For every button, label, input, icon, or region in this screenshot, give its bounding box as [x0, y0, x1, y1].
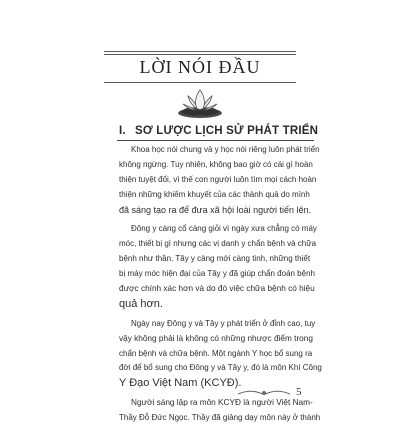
section-heading [119, 125, 318, 137]
lotus-ornament-icon [170, 86, 230, 120]
text-line: Ngày nay Đông y và Tây y phát triển ở đỉnh cao, tuy [131, 318, 316, 328]
text-line: vậy không phải là không có những nhược điểm trong [119, 333, 313, 343]
title-top-rule-2 [104, 54, 296, 55]
text-line: quả hơn. [119, 297, 163, 310]
section-title: SƠ LƯỢC LỊCH SỬ PHÁT TRIỂN [135, 125, 319, 137]
text-line: bệnh như thần. Tây y càng mới càng tinh, những thiết [119, 254, 311, 264]
text-line: không ngừng. Tuy nhiên, không bao giờ có cái gì hoàn [119, 159, 313, 169]
text-line: Thầy Đỗ Đức Ngọc. Thầy đã giảng dạy môn này ở thành [119, 413, 321, 423]
text-line: bị máy móc hiện đại của Tây y đã giúp chẩn đoán bệnh [119, 269, 315, 279]
footer-ornament-icon [236, 388, 292, 398]
title-bottom-rule [104, 82, 296, 83]
text-line: Đông y càng cổ càng giỏi vì ngày xưa chẳng có máy [131, 224, 317, 234]
text-line: được chính xác hơn và do đó việc chữa bệnh có hiệu [119, 284, 315, 294]
text-line: chẩn bệnh và chữa bệnh. Một ngành Y học bổ sung ra [119, 348, 313, 358]
text-line: móc, thiết bị gì nhưng các vị danh y chẩn bệnh và chữa [119, 239, 317, 249]
text-line: Khoa học nói chung và y học nói riêng luôn phát triển [131, 145, 320, 154]
section-number: I. [119, 125, 126, 137]
text-line: Người sáng lập ra môn KCYĐ là người Việt Nam- [131, 398, 313, 408]
section-heading-rule [117, 140, 314, 141]
body-text [119, 143, 322, 426]
text-line: đã sáng tạo ra để đưa xã hội loài người tiến lên. [119, 204, 312, 215]
text-line: thiện những khiếm khuyết của các thành quả do mình [119, 189, 310, 199]
page-number: 5 [296, 386, 302, 398]
title-top-rule [104, 51, 296, 52]
text-line: thiện tuyệt đối, vì thế con người luôn tìm mọi cách hoàn [119, 174, 317, 184]
text-line: Y Đạo Việt Nam (KCYĐ). [119, 377, 242, 390]
text-line: đời để bổ sung cho Đông y và Tây y, đó là môn Khí Công [119, 363, 322, 373]
page-title: LỜI NÓI ĐẦU [139, 57, 261, 77]
